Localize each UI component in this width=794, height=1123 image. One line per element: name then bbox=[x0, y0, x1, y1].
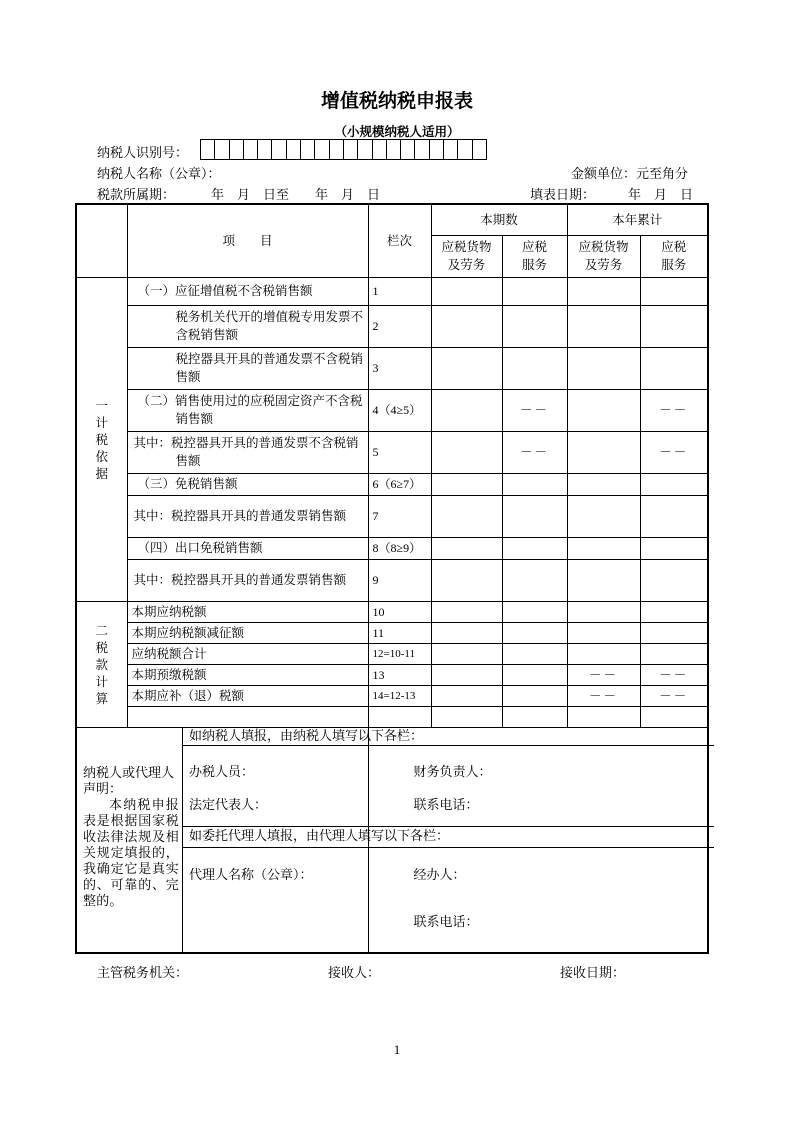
row-item: 本期预缴税额 bbox=[127, 664, 368, 685]
input-cell[interactable] bbox=[431, 389, 502, 431]
row-line: 2 bbox=[368, 305, 431, 347]
taxpayer-id-digit-box[interactable] bbox=[472, 139, 487, 160]
taxpayer-id-digit-box[interactable] bbox=[372, 139, 387, 160]
taxpayer-id-digit-box[interactable] bbox=[200, 139, 215, 160]
input-cell[interactable] bbox=[640, 706, 708, 727]
taxpayer-id-digit-box[interactable] bbox=[329, 139, 344, 160]
col-ytd-header: 本年累计 bbox=[567, 204, 708, 235]
row-item: 本期应纳税额减征额 bbox=[127, 622, 368, 643]
input-cell[interactable] bbox=[431, 277, 502, 305]
input-cell[interactable] bbox=[431, 305, 502, 347]
phone-label: 联系电话： bbox=[413, 797, 479, 813]
row-line[interactable] bbox=[368, 706, 431, 727]
col-item-header: 项 目 bbox=[127, 204, 368, 277]
taxpayer-id-digit-box[interactable] bbox=[414, 139, 429, 160]
col-current-service: 应税 服务 bbox=[502, 235, 567, 277]
amount-unit: 金额单位：元至角分 bbox=[571, 167, 689, 182]
table-row bbox=[76, 664, 708, 685]
taxpayer-id-digit-box[interactable] bbox=[229, 139, 244, 160]
taxpayer-id-digit-box[interactable] bbox=[286, 139, 301, 160]
table-row bbox=[76, 473, 708, 495]
input-cell[interactable] bbox=[567, 601, 640, 622]
input-cell[interactable] bbox=[640, 347, 708, 389]
dash-cell: －－ bbox=[640, 664, 708, 685]
finance-head-label: 财务负责人： bbox=[413, 764, 492, 780]
taxpayer-id-digit-box[interactable] bbox=[357, 139, 372, 160]
dash-cell: －－ bbox=[567, 664, 640, 685]
row-line: 5 bbox=[368, 431, 431, 473]
handler-label: 办税人员： bbox=[189, 764, 255, 780]
input-cell[interactable] bbox=[567, 389, 640, 431]
dash-cell: －－ bbox=[640, 685, 708, 706]
input-cell[interactable] bbox=[431, 347, 502, 389]
page-number: 1 bbox=[393, 1042, 401, 1057]
row-item: 本期应纳税额 bbox=[127, 601, 368, 622]
col-ytd-goods: 应税货物 及劳务 bbox=[567, 235, 640, 277]
agent-phone-label: 联系电话： bbox=[413, 914, 479, 930]
row-line: 3 bbox=[368, 347, 431, 389]
row-line: 12=10-11 bbox=[368, 643, 431, 664]
input-cell[interactable] bbox=[431, 685, 502, 706]
input-cell[interactable] bbox=[431, 622, 502, 643]
dash-cell: －－ bbox=[640, 389, 708, 431]
period-label: 税款所属期： bbox=[97, 188, 176, 203]
row-line: 10 bbox=[368, 601, 431, 622]
row-item: （一）应征增值税不含税销售额 bbox=[127, 277, 368, 305]
input-cell[interactable] bbox=[502, 277, 567, 305]
agent-name-label: 代理人名称（公章）： bbox=[189, 867, 313, 883]
form-title: 增值税纳税申报表 bbox=[320, 90, 473, 112]
declaration-label: 纳税人或代理人声明： bbox=[83, 765, 175, 797]
table-row bbox=[76, 389, 708, 431]
input-cell[interactable] bbox=[502, 347, 567, 389]
input-cell[interactable] bbox=[567, 473, 640, 495]
table-row bbox=[76, 347, 708, 389]
row-item: 其中：税控器具开具的普通发票不含税销售额 bbox=[127, 431, 368, 473]
declaration-right-cell bbox=[368, 727, 708, 953]
row-line: 1 bbox=[368, 277, 431, 305]
input-cell[interactable] bbox=[502, 305, 567, 347]
input-cell[interactable] bbox=[567, 622, 640, 643]
input-cell[interactable] bbox=[502, 537, 567, 559]
row-item: 应纳税额合计 bbox=[127, 643, 368, 664]
row-item: （二）销售使用过的应税固定资产不含税销售额 bbox=[127, 389, 368, 431]
input-cell[interactable] bbox=[640, 622, 708, 643]
table-row bbox=[76, 601, 708, 622]
input-cell[interactable] bbox=[502, 622, 567, 643]
input-cell[interactable] bbox=[640, 559, 708, 601]
input-cell[interactable] bbox=[640, 643, 708, 664]
table-row bbox=[76, 685, 708, 706]
row-item: 其中：税控器具开具的普通发票销售额 bbox=[127, 559, 368, 601]
input-cell[interactable] bbox=[502, 559, 567, 601]
taxpayer-id-digit-box[interactable] bbox=[386, 139, 401, 160]
taxpayer-id-digit-box[interactable] bbox=[343, 139, 358, 160]
declaration-statement bbox=[77, 728, 183, 953]
col-ytd-service: 应税 服务 bbox=[640, 235, 708, 277]
input-cell[interactable] bbox=[567, 305, 640, 347]
input-cell[interactable] bbox=[567, 347, 640, 389]
input-cell[interactable] bbox=[502, 495, 567, 537]
table-row bbox=[76, 305, 708, 347]
form-subtitle: （小规模纳税人适用） bbox=[334, 124, 460, 139]
input-cell[interactable] bbox=[640, 473, 708, 495]
row-item: （四）出口免税销售额 bbox=[127, 537, 368, 559]
table-row bbox=[76, 431, 708, 473]
row-item: （三）免税销售额 bbox=[127, 473, 368, 495]
taxpayer-id-digit-box[interactable] bbox=[314, 139, 329, 160]
row-line: 8（8≥9） bbox=[368, 537, 431, 559]
taxpayer-id-digit-box[interactable] bbox=[300, 139, 315, 160]
input-cell[interactable] bbox=[431, 643, 502, 664]
dash-cell: －－ bbox=[502, 389, 567, 431]
input-cell[interactable] bbox=[431, 537, 502, 559]
row-line: 4（4≥5） bbox=[368, 389, 431, 431]
input-cell[interactable] bbox=[502, 706, 567, 727]
dash-cell: －－ bbox=[640, 431, 708, 473]
taxpayer-id-digit-box[interactable] bbox=[400, 139, 415, 160]
receiver-label: 接收人： bbox=[328, 966, 381, 981]
legal-rep-label: 法定代表人： bbox=[189, 797, 268, 813]
corner-cell bbox=[76, 204, 127, 277]
input-cell[interactable] bbox=[640, 601, 708, 622]
dash-cell: －－ bbox=[502, 431, 567, 473]
declaration-table bbox=[75, 203, 709, 954]
taxpayer-id-digit-box[interactable] bbox=[429, 139, 444, 160]
input-cell[interactable] bbox=[502, 601, 567, 622]
input-cell[interactable] bbox=[502, 473, 567, 495]
taxpayer-id-boxes[interactable] bbox=[200, 139, 486, 160]
col-current-goods: 应税货物 及劳务 bbox=[431, 235, 502, 277]
input-cell[interactable] bbox=[567, 643, 640, 664]
fill-date-label: 填表日期： bbox=[530, 188, 596, 203]
input-cell[interactable] bbox=[567, 537, 640, 559]
taxpayer-id-label: 纳税人识别号： bbox=[97, 146, 189, 161]
table-row bbox=[76, 495, 708, 537]
row-item[interactable] bbox=[127, 706, 368, 727]
input-cell[interactable] bbox=[567, 431, 640, 473]
row-line: 13 bbox=[368, 664, 431, 685]
col-line-header: 栏次 bbox=[368, 204, 431, 277]
row-line: 14=12-13 bbox=[368, 685, 431, 706]
input-cell[interactable] bbox=[502, 685, 567, 706]
fill-date-value: 年 月 日 bbox=[628, 188, 694, 203]
input-cell[interactable] bbox=[640, 495, 708, 537]
input-cell[interactable] bbox=[502, 664, 567, 685]
table-row bbox=[76, 277, 708, 305]
input-cell[interactable] bbox=[431, 601, 502, 622]
taxpayer-id-digit-box[interactable] bbox=[257, 139, 272, 160]
table-row bbox=[76, 706, 708, 727]
input-cell[interactable] bbox=[640, 537, 708, 559]
dash-cell: －－ bbox=[567, 685, 640, 706]
agent-fill-note: 如委托代理人填报，由代理人填写以下各栏： bbox=[183, 826, 714, 848]
row-line: 11 bbox=[368, 622, 431, 643]
input-cell[interactable] bbox=[640, 277, 708, 305]
taxpayer-name-label: 纳税人名称（公章）： bbox=[97, 167, 221, 182]
row-item: 其中：税控器具开具的普通发票销售额 bbox=[127, 495, 368, 537]
row-item: 税控器具开具的普通发票不含税销售额 bbox=[127, 347, 368, 389]
input-cell[interactable] bbox=[567, 277, 640, 305]
receive-date-label: 接收日期： bbox=[560, 966, 626, 981]
row-line: 6（6≥7） bbox=[368, 473, 431, 495]
input-cell[interactable] bbox=[431, 664, 502, 685]
input-cell[interactable] bbox=[431, 431, 502, 473]
input-cell[interactable] bbox=[640, 305, 708, 347]
period-value: 年 月 日至 年 月 日 bbox=[211, 188, 381, 203]
section2-label: 二 税 款 计 算 bbox=[76, 601, 127, 727]
input-cell[interactable] bbox=[431, 559, 502, 601]
taxpayer-id-digit-box[interactable] bbox=[271, 139, 286, 160]
row-item: 本期应补（退）税额 bbox=[127, 685, 368, 706]
self-fill-note: 如纳税人填报，由纳税人填写以下各栏： bbox=[183, 728, 714, 746]
input-cell[interactable] bbox=[431, 473, 502, 495]
operator-label: 经办人： bbox=[413, 867, 466, 883]
row-item: 税务机关代开的增值税专用发票不含税销售额 bbox=[127, 305, 368, 347]
table-row bbox=[76, 559, 708, 601]
row-line: 7 bbox=[368, 495, 431, 537]
table-row bbox=[76, 622, 708, 643]
table-row bbox=[76, 643, 708, 664]
taxpayer-id-digit-box[interactable] bbox=[457, 139, 472, 160]
input-cell[interactable] bbox=[567, 559, 640, 601]
taxpayer-id-digit-box[interactable] bbox=[443, 139, 458, 160]
taxpayer-id-digit-box[interactable] bbox=[214, 139, 229, 160]
taxpayer-id-digit-box[interactable] bbox=[243, 139, 258, 160]
input-cell[interactable] bbox=[431, 706, 502, 727]
input-cell[interactable] bbox=[567, 706, 640, 727]
tax-authority-label: 主管税务机关： bbox=[97, 966, 189, 981]
input-cell[interactable] bbox=[431, 495, 502, 537]
declaration-text: 本纳税申报表是根据国家税收法律法规及相关规定填报的，我确定它是真实的、可靠的、完整的。 bbox=[83, 797, 179, 909]
input-cell[interactable] bbox=[567, 495, 640, 537]
col-current-header: 本期数 bbox=[431, 204, 567, 235]
row-line: 9 bbox=[368, 559, 431, 601]
table-row bbox=[76, 537, 708, 559]
section1-label: 一 计 税 依 据 bbox=[76, 277, 127, 601]
input-cell[interactable] bbox=[502, 643, 567, 664]
